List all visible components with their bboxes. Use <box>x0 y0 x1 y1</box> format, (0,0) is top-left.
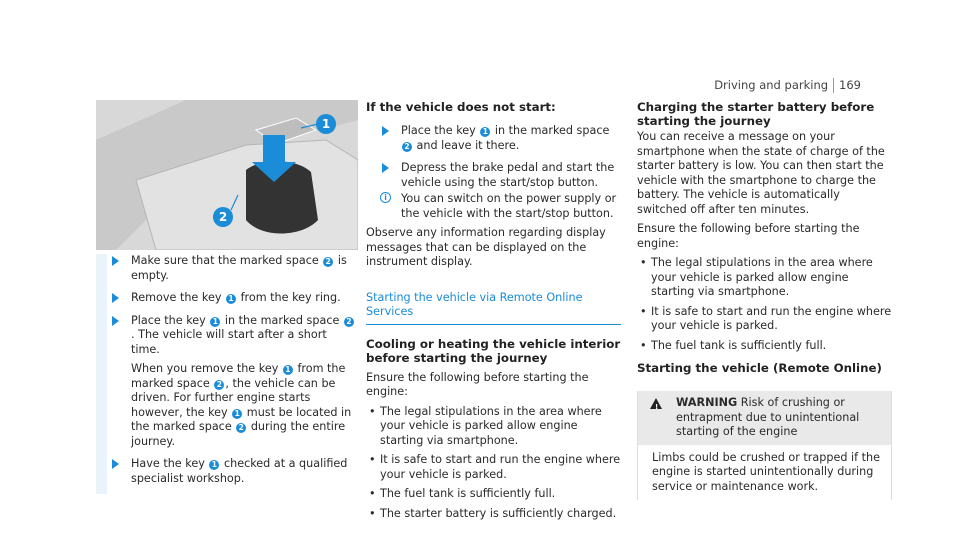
list-item: • The starter battery is sufficiently charged. <box>366 507 621 522</box>
observe-text: Observe any information regarding display messages that can be displayed on the instrument display. <box>366 226 606 268</box>
info-icon: i <box>380 192 391 203</box>
heading-charging: Charging the starter battery before starting the journey <box>637 100 875 128</box>
page-number: 169 <box>833 78 861 93</box>
marker-1-icon: 1 <box>232 409 242 419</box>
list-item: • The legal stipulations in the area where your vehicle is parked allow engine starting via smartphone. <box>366 405 621 449</box>
step-item: Remove the key 1 from the key ring. <box>96 291 358 306</box>
step-item: Make sure that the marked space 2 is empty. <box>96 254 358 283</box>
list-item: • The legal stipulations in the area where your vehicle is parked allow engine starting via smartphone. <box>637 256 892 300</box>
section-title: Driving and parking <box>714 78 829 92</box>
key-placement-figure <box>96 100 358 250</box>
warning-title: Risk of crushing or entrapment due to unintentional starting of the engine <box>676 396 860 438</box>
column-middle <box>366 100 621 526</box>
marker-2-icon: 2 <box>402 142 412 152</box>
instruction-steps <box>96 254 358 486</box>
marker-1-icon: 1 <box>283 365 293 375</box>
list-item: • The fuel tank is sufficiently full. <box>637 339 892 354</box>
step-arrow-icon <box>382 163 389 173</box>
step-item: Place the key 1 in the marked space 2. The vehicle will start after a short time. When you remove the key 1 from the marked space 2 , the vehicle can be driven. For further engine starts however, the key 1 must be located in the marked space 2 during the entire journey. <box>96 314 358 450</box>
charging-text: You can receive a message on your smartphone when the state of charge of the starter battery is low. You can then start the vehicle with the smartphone to charge the battery. The vehicle is automatically switched off after ten minutes. <box>637 130 885 216</box>
heading-cooling-heating: Cooling or heating the vehicle interior before starting the journey <box>366 336 621 365</box>
fallback-steps <box>366 124 621 221</box>
ensure-text: Ensure the following before starting the engine: <box>366 370 589 398</box>
marker-2-icon: 2 <box>214 380 224 390</box>
step-item: Depress the brake pedal and start the vehicle using the start/stop button. <box>366 161 621 190</box>
marker-2-icon: 2 <box>323 257 333 267</box>
step-item: Place the key 1 in the marked space 2 and leave it there. <box>366 124 621 153</box>
page-header <box>714 78 861 93</box>
warning-box <box>637 391 892 500</box>
marker-1-icon: 1 <box>480 127 490 137</box>
callout-2-text: 2 <box>218 210 228 224</box>
marker-1-icon: 1 <box>226 294 236 304</box>
heading-remote-online: Starting the vehicle (Remote Online) <box>637 361 882 375</box>
step-arrow-icon <box>112 316 119 326</box>
warning-header <box>638 391 891 445</box>
list-item: • It is safe to start and run the engine where your vehicle is parked. <box>637 305 892 334</box>
heading-vehicle-not-start: If the vehicle does not start: <box>366 100 556 114</box>
column-left <box>96 100 358 494</box>
info-note: i You can switch on the power supply or the vehicle with the start/stop button. <box>366 192 621 221</box>
key-placement-illustration <box>96 100 358 250</box>
warning-label: WARNING <box>676 396 738 409</box>
ensure-text: Ensure the following before starting the engine: <box>637 222 860 250</box>
list-item: • It is safe to start and run the engine where your vehicle is parked. <box>366 453 621 482</box>
step-item: Have the key 1 checked at a qualified specialist workshop. <box>96 457 358 486</box>
step-arrow-icon <box>382 126 389 136</box>
list-item: • The fuel tank is sufficiently full. <box>366 487 621 502</box>
step-arrow-icon <box>112 293 119 303</box>
arrow-shaft <box>263 135 285 165</box>
step-arrow-icon <box>112 256 119 266</box>
warning-body: Limbs could be crushed or trapped if the engine is started unintentionally during service or maintenance work. <box>652 450 880 493</box>
remote-start-link[interactable]: Starting the vehicle via Remote Online Services <box>366 291 621 325</box>
conditions-list <box>366 405 621 522</box>
marker-2-icon: 2 <box>344 317 354 327</box>
marker-1-icon: 1 <box>209 460 219 470</box>
marker-2-icon: 2 <box>236 423 246 433</box>
column-right <box>637 100 892 500</box>
marker-1-icon: 1 <box>210 317 220 327</box>
step-arrow-icon <box>112 459 119 469</box>
warning-icon: ! <box>650 398 662 409</box>
callout-1-text: 1 <box>321 117 331 131</box>
conditions-list <box>637 256 892 353</box>
